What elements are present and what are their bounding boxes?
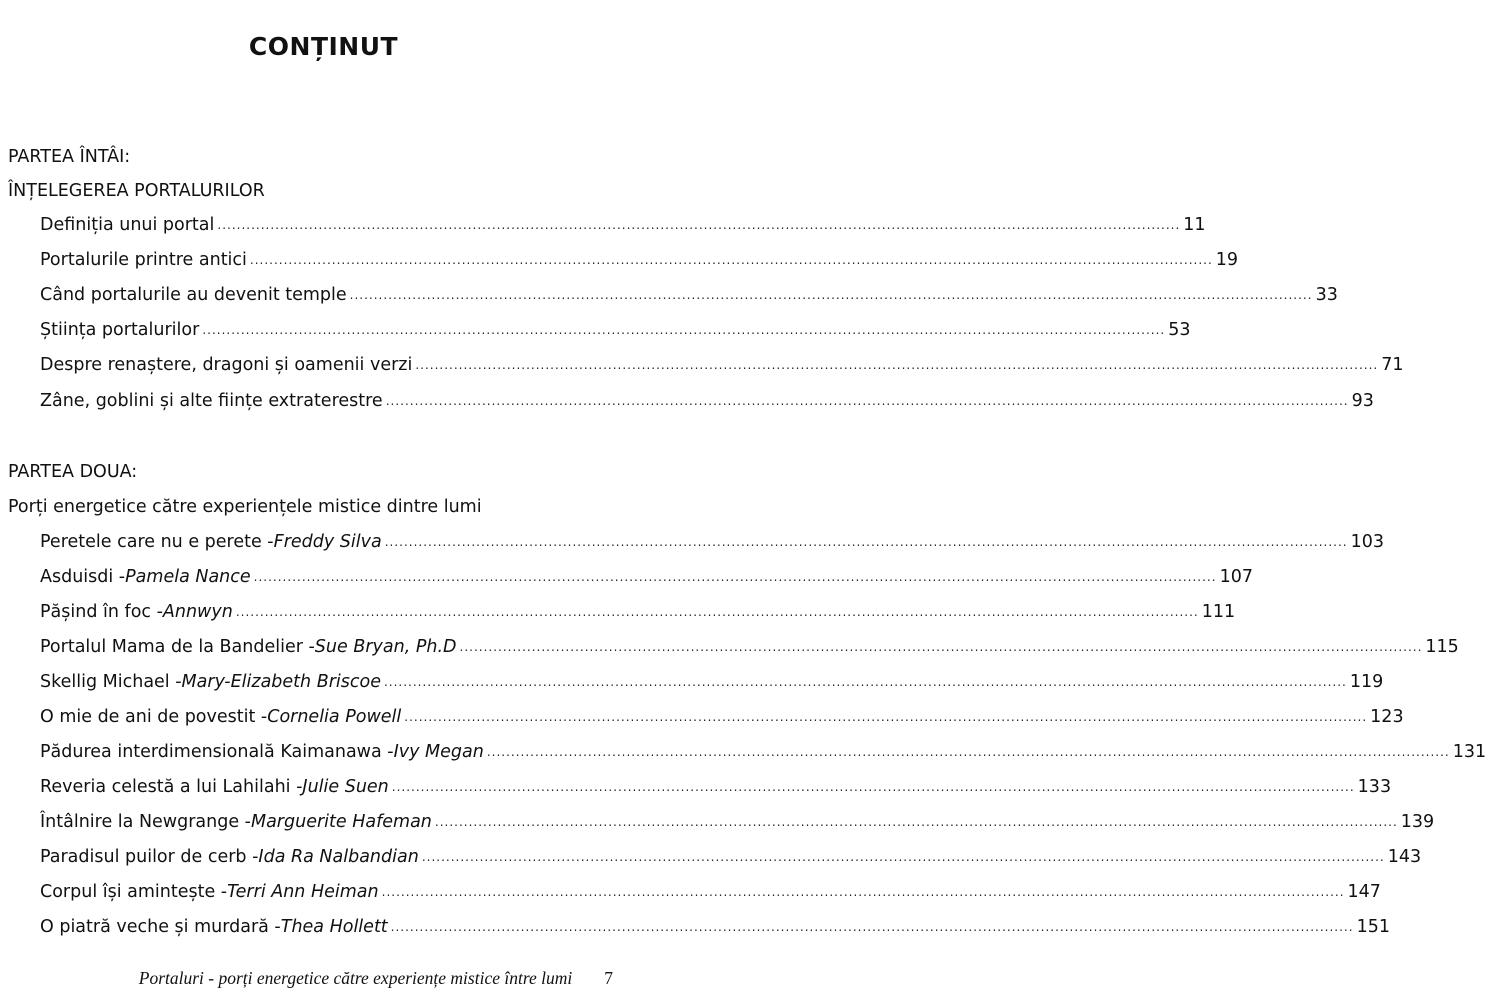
entry-author: Mary-Elizabeth Briscoe [181, 672, 381, 692]
entry-author: Cornelia Powell [267, 707, 402, 727]
entry-author: Freddy Silva [273, 532, 382, 552]
entry-page: 107 [1219, 567, 1253, 587]
entry-title: Reveria celestă a lui Lahilahi - [40, 777, 303, 797]
entry-page: 151 [1356, 917, 1390, 937]
dot-leader: ........................................................................................................................................................................................................ [202, 323, 1166, 337]
toc-entry[interactable] [40, 847, 1422, 873]
dot-leader: ........................................................................................................................................................................................................ [385, 394, 1349, 408]
dot-leader: ........................................................................................................................................................................................................ [434, 815, 1398, 829]
toc-entry[interactable] [40, 250, 1239, 276]
entry-author: Ivy Megan [393, 742, 484, 762]
toc-entry[interactable] [40, 215, 1206, 241]
entry-title: Paradisul puilor de cerb - [40, 847, 259, 867]
toc-entry[interactable] [40, 672, 1384, 698]
entry-title: Asduisdi - [40, 567, 126, 587]
entry-title: Zâne, goblini și alte ființe extraterestre [40, 391, 383, 411]
entry-author: Julie Suen [302, 777, 389, 797]
toc-entry[interactable] [40, 355, 1404, 381]
dot-leader: ........................................................................................................................................................................................................ [383, 675, 1347, 689]
entry-title: Corpul își amintește - [40, 882, 228, 902]
entry-page: 93 [1351, 391, 1374, 411]
entry-author: Ida Ra Nalbandian [258, 847, 419, 867]
entry-page: 19 [1215, 250, 1239, 270]
entry-page: 131 [1452, 742, 1486, 762]
entry-title: Skellig Michael - [40, 672, 182, 692]
entry-title: O piatră veche și murdară - [40, 917, 281, 937]
page-title: CONȚINUT [248, 32, 399, 61]
dot-leader: ........................................................................................................................................................................................................ [249, 253, 1213, 267]
footer-page-number: 7 [604, 968, 613, 988]
entry-author: Terri Ann Heiman [227, 882, 379, 902]
entry-title: Pădurea interdimensională Kaimanawa - [40, 742, 394, 762]
entry-page: 33 [1315, 285, 1338, 305]
toc-entry[interactable] [40, 707, 1404, 733]
entry-author: Marguerite Hafeman [250, 812, 432, 832]
dot-leader: ........................................................................................................................................................................................................ [217, 218, 1181, 232]
part-two-label: PARTEA DOUA: [8, 462, 138, 482]
entry-title: Portalurile printre antici [40, 250, 247, 270]
toc-entry[interactable] [40, 285, 1338, 311]
toc-entry[interactable] [40, 777, 1392, 803]
running-footer [0, 968, 647, 989]
dot-leader: ........................................................................................................................................................................................................ [390, 920, 1354, 934]
entry-title: Întâlnire la Newgrange - [40, 812, 251, 832]
entry-title: Despre renaștere, dragoni și oamenii verzi [40, 355, 413, 375]
entry-title: Pășind în foc - [40, 602, 163, 622]
toc-entry[interactable] [40, 532, 1384, 558]
entry-page: 71 [1381, 355, 1404, 375]
dot-leader: ........................................................................................................................................................................................................ [391, 780, 1355, 794]
dot-leader: ........................................................................................................................................................................................................ [384, 535, 1348, 549]
dot-leader: ........................................................................................................................................................................................................ [404, 710, 1368, 724]
entry-page: 147 [1347, 882, 1381, 902]
entry-page: 139 [1400, 812, 1435, 832]
part-one-label: PARTEA ÎNTÂI: [8, 147, 131, 167]
toc-entry[interactable] [40, 391, 1374, 417]
entry-title: O mie de ani de povestit - [40, 707, 268, 727]
dot-leader: ........................................................................................................................................................................................................ [253, 570, 1217, 584]
entry-title: Definiția unui portal [40, 215, 215, 235]
entry-page: 123 [1370, 707, 1404, 727]
toc-entry[interactable] [40, 917, 1390, 943]
entry-page: 53 [1168, 320, 1191, 340]
toc-entry[interactable] [40, 637, 1459, 663]
dot-leader: ........................................................................................................................................................................................................ [421, 850, 1385, 864]
entry-page: 115 [1425, 637, 1459, 657]
entry-author: Annwyn [162, 602, 233, 622]
entry-page: 11 [1183, 215, 1206, 235]
toc-entry[interactable] [40, 602, 1236, 628]
entry-title: Știința portalurilor [40, 320, 200, 340]
entry-page: 119 [1349, 672, 1384, 692]
part-two-heading: Porți energetice către experiențele mistice dintre lumi [8, 497, 482, 517]
part-one-heading: ÎNȚELEGEREA PORTALURILOR [8, 181, 265, 201]
entry-title: Peretele care nu e perete - [40, 532, 274, 552]
dot-leader: ........................................................................................................................................................................................................ [349, 288, 1313, 302]
dot-leader: ........................................................................................................................................................................................................ [415, 358, 1379, 372]
entry-author: Sue Bryan, Ph.D [314, 637, 457, 657]
dot-leader: ........................................................................................................................................................................................................ [381, 885, 1345, 899]
entry-title: Portalul Mama de la Bandelier - [40, 637, 315, 657]
toc-entry[interactable] [40, 320, 1191, 346]
dot-leader: ........................................................................................................................................................................................................ [235, 605, 1199, 619]
entry-page: 143 [1387, 847, 1422, 867]
dot-leader: ........................................................................................................................................................................................................ [486, 745, 1450, 759]
toc-entry[interactable] [40, 882, 1381, 908]
toc-entry[interactable] [40, 742, 1486, 768]
entry-page: 111 [1201, 602, 1236, 622]
entry-author: Pamela Nance [125, 567, 251, 587]
entry-title: Când portalurile au devenit temple [40, 285, 347, 305]
dot-leader: ........................................................................................................................................................................................................ [459, 640, 1423, 654]
entry-author: Thea Hollett [280, 917, 388, 937]
entry-page: 103 [1350, 532, 1384, 552]
toc-entry[interactable] [40, 812, 1435, 838]
toc-entry[interactable] [40, 567, 1253, 593]
entry-page: 133 [1357, 777, 1392, 797]
footer-book-title: Portaluri - porți energetice către experiențe mistice între lumi [138, 968, 573, 988]
